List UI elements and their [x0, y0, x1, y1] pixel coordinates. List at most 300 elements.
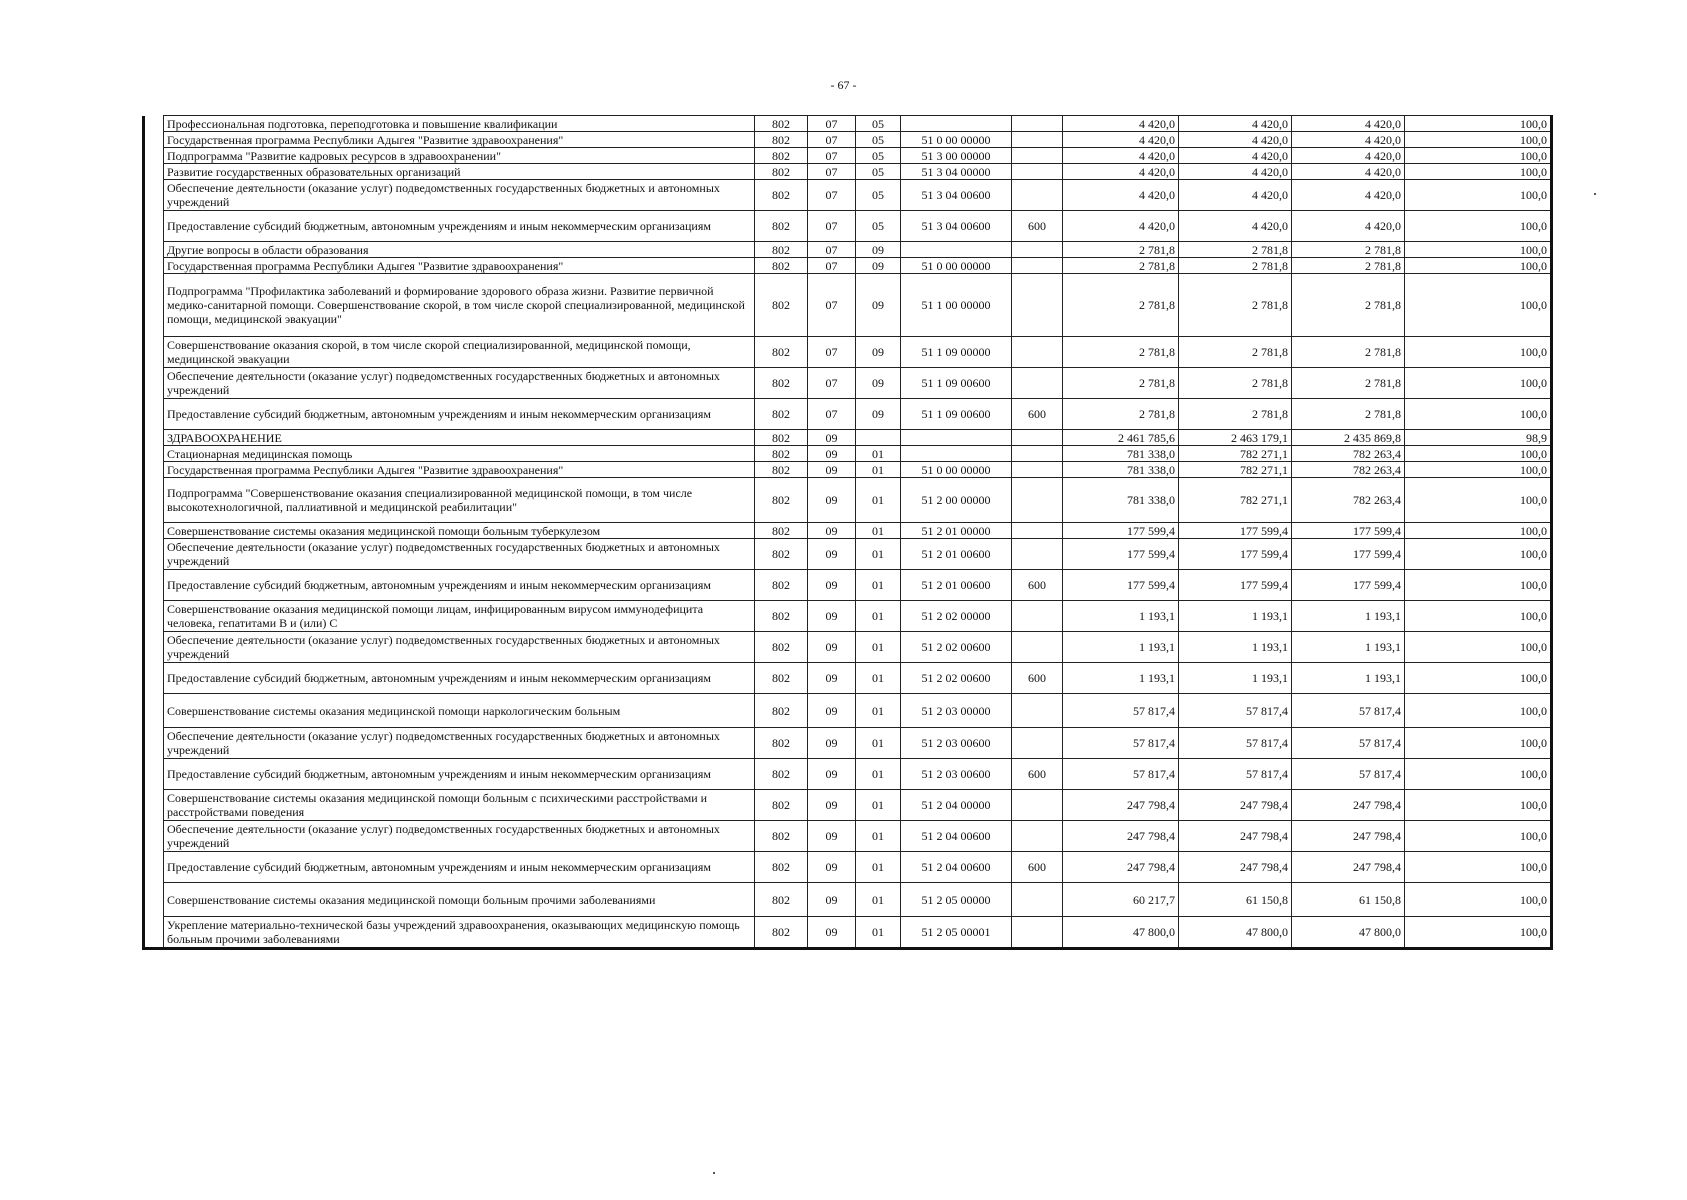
section-code-cell: 09: [808, 852, 856, 883]
row-margin: [144, 164, 164, 180]
amount-revised-cell: 1 193,1: [1179, 601, 1292, 632]
row-margin: [144, 462, 164, 478]
ministry-code-cell: 802: [755, 852, 808, 883]
target-article-code-cell: 51 2 04 00000: [901, 790, 1012, 821]
ministry-code-cell: 802: [755, 180, 808, 211]
amount-revised-cell: 1 193,1: [1179, 663, 1292, 694]
subsection-code-cell: 09: [856, 337, 901, 368]
amount-revised-cell: 1 193,1: [1179, 632, 1292, 663]
row-name-cell: Совершенствование системы оказания медицинской помощи больным прочими заболеваниями: [164, 883, 755, 917]
amount-revised-cell: 4 420,0: [1179, 211, 1292, 242]
row-margin: [144, 180, 164, 211]
ministry-code-cell: 802: [755, 821, 808, 852]
execution-percent-cell: 100,0: [1405, 274, 1552, 337]
table-row: [144, 132, 1552, 148]
expense-type-code-cell: 600: [1012, 570, 1063, 601]
subsection-code-cell: 01: [856, 790, 901, 821]
row-name-cell: Совершенствование системы оказания медицинской помощи больным туберкулезом: [164, 523, 755, 539]
amount-approved-cell: 1 193,1: [1063, 663, 1179, 694]
target-article-code-cell: 51 2 05 00000: [901, 883, 1012, 917]
amount-executed-cell: 247 798,4: [1292, 821, 1405, 852]
row-name-cell: Укрепление материально-технической базы учреждений здравоохранения, оказывающих медицинскую помощь больным прочими заболеваниями: [164, 917, 755, 949]
expense-type-code-cell: [1012, 523, 1063, 539]
row-margin: [144, 274, 164, 337]
row-margin: [144, 523, 164, 539]
expense-type-code-cell: [1012, 790, 1063, 821]
amount-approved-cell: 247 798,4: [1063, 852, 1179, 883]
amount-executed-cell: 1 193,1: [1292, 663, 1405, 694]
row-margin: [144, 759, 164, 790]
expense-type-code-cell: [1012, 180, 1063, 211]
expense-type-code-cell: [1012, 478, 1063, 523]
row-name-cell: Совершенствование системы оказания медицинской помощи больным с психическими расстройствами и расстройствами поведения: [164, 790, 755, 821]
amount-approved-cell: 2 781,8: [1063, 399, 1179, 430]
amount-executed-cell: 177 599,4: [1292, 570, 1405, 601]
section-code-cell: 09: [808, 632, 856, 663]
table-row: [144, 632, 1552, 663]
execution-percent-cell: 100,0: [1405, 164, 1552, 180]
ministry-code-cell: 802: [755, 883, 808, 917]
subsection-code-cell: 05: [856, 211, 901, 242]
subsection-code-cell: 05: [856, 180, 901, 211]
amount-executed-cell: 247 798,4: [1292, 790, 1405, 821]
expense-type-code-cell: [1012, 368, 1063, 399]
amount-executed-cell: 177 599,4: [1292, 539, 1405, 570]
subsection-code-cell: 01: [856, 570, 901, 601]
section-code-cell: 07: [808, 337, 856, 368]
amount-approved-cell: 781 338,0: [1063, 478, 1179, 523]
amount-approved-cell: 57 817,4: [1063, 728, 1179, 759]
subsection-code-cell: 09: [856, 274, 901, 337]
expense-type-code-cell: [1012, 132, 1063, 148]
row-name-cell: Обеспечение деятельности (оказание услуг) подведомственных государственных бюджетных и автономных учреждений: [164, 821, 755, 852]
expense-type-code-cell: [1012, 148, 1063, 164]
amount-approved-cell: 2 781,8: [1063, 368, 1179, 399]
row-name-cell: Предоставление субсидий бюджетным, автономным учреждениям и иным некоммерческим организациям: [164, 211, 755, 242]
amount-approved-cell: 177 599,4: [1063, 570, 1179, 601]
section-code-cell: 09: [808, 539, 856, 570]
ministry-code-cell: 802: [755, 917, 808, 949]
row-name-cell: Государственная программа Республики Адыгея "Развитие здравоохранения": [164, 462, 755, 478]
expense-type-code-cell: [1012, 116, 1063, 132]
amount-approved-cell: 4 420,0: [1063, 211, 1179, 242]
amount-revised-cell: 2 781,8: [1179, 274, 1292, 337]
row-margin: [144, 601, 164, 632]
target-article-code-cell: 51 2 05 00001: [901, 917, 1012, 949]
subsection-code-cell: 01: [856, 462, 901, 478]
row-margin: [144, 399, 164, 430]
row-name-cell: Предоставление субсидий бюджетным, автономным учреждениям и иным некоммерческим организациям: [164, 399, 755, 430]
amount-approved-cell: 177 599,4: [1063, 539, 1179, 570]
row-name-cell: Предоставление субсидий бюджетным, автономным учреждениям и иным некоммерческим организациям: [164, 759, 755, 790]
execution-percent-cell: 100,0: [1405, 258, 1552, 274]
section-code-cell: 07: [808, 242, 856, 258]
amount-executed-cell: 57 817,4: [1292, 694, 1405, 728]
ministry-code-cell: 802: [755, 663, 808, 694]
section-code-cell: 07: [808, 211, 856, 242]
amount-revised-cell: 57 817,4: [1179, 759, 1292, 790]
target-article-code-cell: 51 1 09 00600: [901, 368, 1012, 399]
target-article-code-cell: 51 2 01 00600: [901, 539, 1012, 570]
expense-type-code-cell: [1012, 164, 1063, 180]
amount-approved-cell: 60 217,7: [1063, 883, 1179, 917]
margin-mark: [1594, 193, 1596, 195]
expense-type-code-cell: [1012, 917, 1063, 949]
execution-percent-cell: 100,0: [1405, 883, 1552, 917]
subsection-code-cell: 01: [856, 883, 901, 917]
section-code-cell: 07: [808, 132, 856, 148]
section-code-cell: 09: [808, 663, 856, 694]
target-article-code-cell: 51 2 02 00000: [901, 601, 1012, 632]
target-article-code-cell: 51 0 00 00000: [901, 462, 1012, 478]
target-article-code-cell: 51 0 00 00000: [901, 132, 1012, 148]
amount-revised-cell: 2 781,8: [1179, 399, 1292, 430]
row-margin: [144, 132, 164, 148]
execution-percent-cell: 100,0: [1405, 180, 1552, 211]
amount-approved-cell: 4 420,0: [1063, 164, 1179, 180]
row-name-cell: Обеспечение деятельности (оказание услуг) подведомственных государственных бюджетных и автономных учреждений: [164, 728, 755, 759]
subsection-code-cell: 01: [856, 446, 901, 462]
amount-executed-cell: 2 781,8: [1292, 368, 1405, 399]
target-article-code-cell: 51 2 00 00000: [901, 478, 1012, 523]
amount-revised-cell: 57 817,4: [1179, 728, 1292, 759]
row-margin: [144, 663, 164, 694]
execution-percent-cell: 100,0: [1405, 132, 1552, 148]
expense-type-code-cell: [1012, 601, 1063, 632]
row-margin: [144, 211, 164, 242]
subsection-code-cell: 05: [856, 148, 901, 164]
expense-type-code-cell: 600: [1012, 852, 1063, 883]
amount-executed-cell: 4 420,0: [1292, 180, 1405, 211]
amount-revised-cell: 4 420,0: [1179, 132, 1292, 148]
amount-revised-cell: 247 798,4: [1179, 852, 1292, 883]
subsection-code-cell: 01: [856, 821, 901, 852]
row-name-cell: Другие вопросы в области образования: [164, 242, 755, 258]
target-article-code-cell: 51 1 09 00600: [901, 399, 1012, 430]
row-name-cell: Профессиональная подготовка, переподготовка и повышение квалификации: [164, 116, 755, 132]
execution-percent-cell: 100,0: [1405, 570, 1552, 601]
execution-percent-cell: 100,0: [1405, 478, 1552, 523]
section-code-cell: 09: [808, 790, 856, 821]
row-margin: [144, 883, 164, 917]
section-code-cell: 07: [808, 258, 856, 274]
ministry-code-cell: 802: [755, 570, 808, 601]
amount-executed-cell: 2 781,8: [1292, 399, 1405, 430]
table-row: [144, 180, 1552, 211]
section-code-cell: 07: [808, 274, 856, 337]
section-code-cell: 09: [808, 570, 856, 601]
ministry-code-cell: 802: [755, 430, 808, 446]
amount-revised-cell: 57 817,4: [1179, 694, 1292, 728]
amount-approved-cell: 2 461 785,6: [1063, 430, 1179, 446]
target-article-code-cell: 51 3 04 00600: [901, 211, 1012, 242]
target-article-code-cell: 51 3 04 00000: [901, 164, 1012, 180]
row-name-cell: Стационарная медицинская помощь: [164, 446, 755, 462]
amount-executed-cell: 2 781,8: [1292, 274, 1405, 337]
amount-revised-cell: 177 599,4: [1179, 539, 1292, 570]
target-article-code-cell: [901, 446, 1012, 462]
execution-percent-cell: 100,0: [1405, 242, 1552, 258]
amount-executed-cell: 4 420,0: [1292, 116, 1405, 132]
target-article-code-cell: 51 1 09 00000: [901, 337, 1012, 368]
expense-type-code-cell: [1012, 694, 1063, 728]
amount-approved-cell: 2 781,8: [1063, 337, 1179, 368]
expense-type-code-cell: [1012, 883, 1063, 917]
ministry-code-cell: 802: [755, 258, 808, 274]
row-name-cell: Подпрограмма "Развитие кадровых ресурсов в здравоохранении": [164, 148, 755, 164]
expense-type-code-cell: 600: [1012, 211, 1063, 242]
execution-percent-cell: 98,9: [1405, 430, 1552, 446]
row-margin: [144, 446, 164, 462]
row-name-cell: Предоставление субсидий бюджетным, автономным учреждениям и иным некоммерческим организациям: [164, 570, 755, 601]
page-number: - 67 -: [830, 78, 857, 92]
amount-executed-cell: 247 798,4: [1292, 852, 1405, 883]
amount-revised-cell: 47 800,0: [1179, 917, 1292, 949]
subsection-code-cell: 01: [856, 663, 901, 694]
target-article-code-cell: 51 2 03 00600: [901, 759, 1012, 790]
expense-type-code-cell: 600: [1012, 663, 1063, 694]
target-article-code-cell: 51 2 03 00000: [901, 694, 1012, 728]
ministry-code-cell: 802: [755, 523, 808, 539]
subsection-code-cell: 09: [856, 242, 901, 258]
ministry-code-cell: 802: [755, 632, 808, 663]
amount-revised-cell: 2 781,8: [1179, 242, 1292, 258]
ministry-code-cell: 802: [755, 399, 808, 430]
target-article-code-cell: 51 0 00 00000: [901, 258, 1012, 274]
margin-mark: [713, 1172, 715, 1174]
ministry-code-cell: 802: [755, 790, 808, 821]
amount-executed-cell: 1 193,1: [1292, 632, 1405, 663]
expense-type-code-cell: 600: [1012, 759, 1063, 790]
row-margin: [144, 917, 164, 949]
subsection-code-cell: 05: [856, 132, 901, 148]
section-code-cell: 09: [808, 694, 856, 728]
amount-revised-cell: 782 271,1: [1179, 446, 1292, 462]
amount-revised-cell: 782 271,1: [1179, 478, 1292, 523]
row-margin: [144, 478, 164, 523]
ministry-code-cell: 802: [755, 539, 808, 570]
amount-executed-cell: 782 263,4: [1292, 478, 1405, 523]
row-margin: [144, 242, 164, 258]
section-code-cell: 09: [808, 462, 856, 478]
row-name-cell: Государственная программа Республики Адыгея "Развитие здравоохранения": [164, 132, 755, 148]
ministry-code-cell: 802: [755, 601, 808, 632]
table-row: [144, 694, 1552, 728]
target-article-code-cell: 51 2 01 00000: [901, 523, 1012, 539]
subsection-code-cell: 09: [856, 258, 901, 274]
section-code-cell: 07: [808, 148, 856, 164]
execution-percent-cell: 100,0: [1405, 821, 1552, 852]
row-name-cell: ЗДРАВООХРАНЕНИЕ: [164, 430, 755, 446]
expense-type-code-cell: [1012, 337, 1063, 368]
target-article-code-cell: 51 3 04 00600: [901, 180, 1012, 211]
row-name-cell: Подпрограмма "Совершенствование оказания специализированной медицинской помощи, в том числе высокотехнологичной, паллиативной и медицинской реабилитации": [164, 478, 755, 523]
target-article-code-cell: 51 1 00 00000: [901, 274, 1012, 337]
row-margin: [144, 728, 164, 759]
execution-percent-cell: 100,0: [1405, 663, 1552, 694]
row-margin: [144, 694, 164, 728]
amount-approved-cell: 247 798,4: [1063, 790, 1179, 821]
section-code-cell: 09: [808, 821, 856, 852]
amount-revised-cell: 177 599,4: [1179, 523, 1292, 539]
subsection-code-cell: 01: [856, 478, 901, 523]
amount-executed-cell: 2 435 869,8: [1292, 430, 1405, 446]
amount-executed-cell: 4 420,0: [1292, 132, 1405, 148]
table-row: [144, 570, 1552, 601]
amount-revised-cell: 247 798,4: [1179, 790, 1292, 821]
amount-approved-cell: 781 338,0: [1063, 446, 1179, 462]
row-name-cell: Обеспечение деятельности (оказание услуг) подведомственных государственных бюджетных и автономных учреждений: [164, 180, 755, 211]
section-code-cell: 09: [808, 601, 856, 632]
row-name-cell: Подпрограмма "Профилактика заболеваний и формирование здорового образа жизни. Развитие первичной медико-санитарной помощи. Совершенствование скорой, в том числе скорой специализированной, медицинской помощи, медицинской эвакуации": [164, 274, 755, 337]
execution-percent-cell: 100,0: [1405, 632, 1552, 663]
ministry-code-cell: 802: [755, 164, 808, 180]
execution-percent-cell: 100,0: [1405, 852, 1552, 883]
target-article-code-cell: [901, 116, 1012, 132]
row-margin: [144, 821, 164, 852]
amount-executed-cell: 61 150,8: [1292, 883, 1405, 917]
table-row: [144, 790, 1552, 821]
amount-revised-cell: 247 798,4: [1179, 821, 1292, 852]
table-row: [144, 368, 1552, 399]
ministry-code-cell: 802: [755, 368, 808, 399]
target-article-code-cell: 51 2 04 00600: [901, 852, 1012, 883]
execution-percent-cell: 100,0: [1405, 790, 1552, 821]
target-article-code-cell: 51 2 03 00600: [901, 728, 1012, 759]
amount-executed-cell: 782 263,4: [1292, 462, 1405, 478]
ministry-code-cell: 802: [755, 132, 808, 148]
table-row: [144, 242, 1552, 258]
table-row: [144, 852, 1552, 883]
section-code-cell: 09: [808, 523, 856, 539]
target-article-code-cell: [901, 430, 1012, 446]
execution-percent-cell: 100,0: [1405, 728, 1552, 759]
section-code-cell: 07: [808, 116, 856, 132]
execution-percent-cell: 100,0: [1405, 601, 1552, 632]
table-row: [144, 539, 1552, 570]
ministry-code-cell: 802: [755, 478, 808, 523]
table-row: [144, 446, 1552, 462]
execution-percent-cell: 100,0: [1405, 539, 1552, 570]
amount-approved-cell: 57 817,4: [1063, 759, 1179, 790]
table-row: [144, 883, 1552, 917]
table-row: [144, 759, 1552, 790]
subsection-code-cell: 01: [856, 852, 901, 883]
subsection-code-cell: 01: [856, 728, 901, 759]
target-article-code-cell: 51 2 02 00600: [901, 663, 1012, 694]
table-row: [144, 430, 1552, 446]
execution-percent-cell: 100,0: [1405, 446, 1552, 462]
execution-percent-cell: 100,0: [1405, 399, 1552, 430]
amount-approved-cell: 57 817,4: [1063, 694, 1179, 728]
row-margin: [144, 430, 164, 446]
section-code-cell: 07: [808, 399, 856, 430]
table-row: [144, 274, 1552, 337]
table-row: [144, 821, 1552, 852]
ministry-code-cell: 802: [755, 242, 808, 258]
amount-approved-cell: 781 338,0: [1063, 462, 1179, 478]
row-name-cell: Совершенствование оказания скорой, в том числе скорой специализированной, медицинской помощи, медицинской эвакуации: [164, 337, 755, 368]
budget-table-container: [142, 115, 1550, 950]
amount-executed-cell: 57 817,4: [1292, 759, 1405, 790]
ministry-code-cell: 802: [755, 446, 808, 462]
ministry-code-cell: 802: [755, 694, 808, 728]
table-row: [144, 523, 1552, 539]
subsection-code-cell: 01: [856, 523, 901, 539]
ministry-code-cell: 802: [755, 337, 808, 368]
ministry-code-cell: 802: [755, 728, 808, 759]
table-row: [144, 258, 1552, 274]
amount-approved-cell: 2 781,8: [1063, 242, 1179, 258]
row-margin: [144, 790, 164, 821]
section-code-cell: 09: [808, 917, 856, 949]
expense-type-code-cell: [1012, 274, 1063, 337]
subsection-code-cell: 09: [856, 368, 901, 399]
subsection-code-cell: 01: [856, 539, 901, 570]
ministry-code-cell: 802: [755, 211, 808, 242]
row-name-cell: Предоставление субсидий бюджетным, автономным учреждениям и иным некоммерческим организациям: [164, 852, 755, 883]
target-article-code-cell: 51 3 00 00000: [901, 148, 1012, 164]
subsection-code-cell: 05: [856, 164, 901, 180]
row-margin: [144, 570, 164, 601]
budget-table: [142, 115, 1553, 950]
execution-percent-cell: 100,0: [1405, 462, 1552, 478]
row-margin: [144, 368, 164, 399]
amount-revised-cell: 782 271,1: [1179, 462, 1292, 478]
amount-revised-cell: 2 781,8: [1179, 337, 1292, 368]
subsection-code-cell: [856, 430, 901, 446]
section-code-cell: 09: [808, 478, 856, 523]
amount-executed-cell: 57 817,4: [1292, 728, 1405, 759]
expense-type-code-cell: [1012, 258, 1063, 274]
target-article-code-cell: 51 2 02 00600: [901, 632, 1012, 663]
table-row: [144, 337, 1552, 368]
section-code-cell: 07: [808, 368, 856, 399]
section-code-cell: 09: [808, 728, 856, 759]
amount-revised-cell: 2 781,8: [1179, 258, 1292, 274]
row-name-cell: Развитие государственных образовательных организаций: [164, 164, 755, 180]
section-code-cell: 09: [808, 430, 856, 446]
amount-revised-cell: 2 463 179,1: [1179, 430, 1292, 446]
ministry-code-cell: 802: [755, 148, 808, 164]
amount-executed-cell: 1 193,1: [1292, 601, 1405, 632]
subsection-code-cell: 01: [856, 632, 901, 663]
execution-percent-cell: 100,0: [1405, 694, 1552, 728]
expense-type-code-cell: [1012, 446, 1063, 462]
ministry-code-cell: 802: [755, 759, 808, 790]
row-name-cell: Обеспечение деятельности (оказание услуг) подведомственных государственных бюджетных и автономных учреждений: [164, 368, 755, 399]
subsection-code-cell: 01: [856, 601, 901, 632]
row-name-cell: Совершенствование оказания медицинской помощи лицам, инфицированным вирусом иммунодефицита человека, гепатитами B и (или) C: [164, 601, 755, 632]
amount-revised-cell: 4 420,0: [1179, 164, 1292, 180]
amount-executed-cell: 4 420,0: [1292, 164, 1405, 180]
amount-approved-cell: 177 599,4: [1063, 523, 1179, 539]
execution-percent-cell: 100,0: [1405, 917, 1552, 949]
amount-executed-cell: 782 263,4: [1292, 446, 1405, 462]
table-row: [144, 116, 1552, 132]
execution-percent-cell: 100,0: [1405, 368, 1552, 399]
execution-percent-cell: 100,0: [1405, 337, 1552, 368]
table-row: [144, 601, 1552, 632]
expense-type-code-cell: [1012, 539, 1063, 570]
table-row: [144, 164, 1552, 180]
section-code-cell: 09: [808, 446, 856, 462]
execution-percent-cell: 100,0: [1405, 211, 1552, 242]
expense-type-code-cell: [1012, 728, 1063, 759]
subsection-code-cell: 01: [856, 694, 901, 728]
row-margin: [144, 337, 164, 368]
execution-percent-cell: 100,0: [1405, 759, 1552, 790]
